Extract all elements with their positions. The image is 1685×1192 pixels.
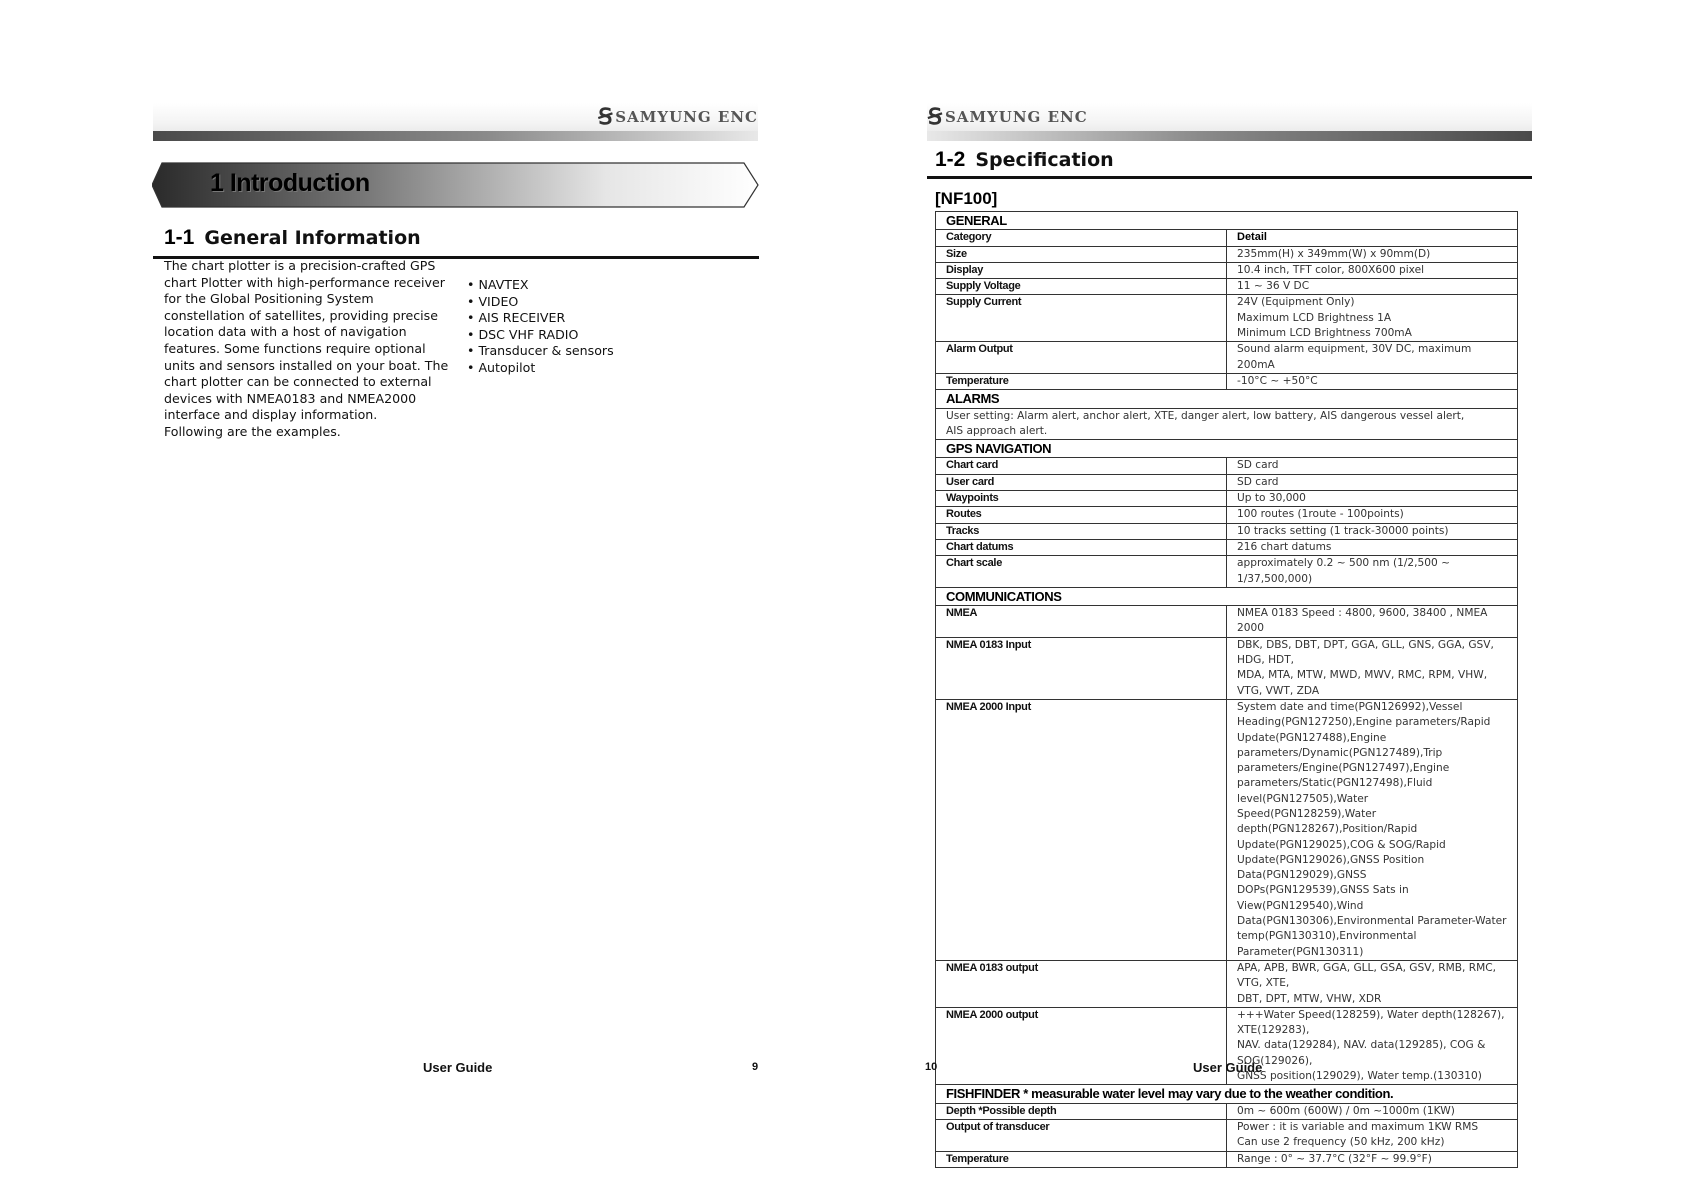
table-row [936, 279, 1518, 295]
spec-value [1227, 279, 1518, 295]
spec-value-line: NAV. data(129284), NAV. data(129285), COG & SOG(129026), [1237, 1039, 1486, 1067]
spec-value-line: 100 routes (1route - 100points) [1237, 508, 1404, 521]
chapter-title: 1 Introduction [210, 169, 370, 197]
spec-value-line: Range : 0° ~ 37.7°C (32°F ~ 99.9°F) [1237, 1152, 1432, 1165]
spec-key: Chart scale [936, 556, 1227, 588]
spec-key: Supply Current [936, 295, 1227, 342]
alarms-text-line: User setting: Alarm alert, anchor alert, XTE, danger alert, low battery, AIS dangerous vessel alert, [946, 409, 1465, 422]
table-row [936, 342, 1518, 374]
column-header-detail: Detail [1227, 230, 1518, 246]
spec-value [1227, 246, 1518, 262]
spec-value-line: Update(PGN129025),COG & SOG/Rapid [1237, 838, 1446, 851]
spec-key: Output of transducer [936, 1119, 1227, 1151]
spec-value [1227, 1007, 1518, 1084]
spec-key: Alarm Output [936, 342, 1227, 374]
list-item: • VIDEO [467, 294, 614, 311]
intro-line: features. Some functions require optional [164, 340, 426, 356]
spec-value-line: DBK, DBS, DBT, DPT, GGA, GLL, GNS, GGA, GSV, HDG, HDT, [1237, 638, 1494, 667]
spec-value-line: +++Water Speed(128259), Water depth(128267), XTE(129283), [1237, 1008, 1505, 1037]
spec-value-line: Maximum LCD Brightness 1A [1237, 311, 1392, 324]
spec-key: Size [936, 246, 1227, 262]
spec-value-line: temp(PGN130310),Environmental Parameter(PGN130311) [1237, 930, 1417, 958]
spec-value [1227, 637, 1518, 699]
right-page [842, 0, 1685, 1192]
table-row [936, 1103, 1518, 1119]
list-item: • DSC VHF RADIO [467, 327, 614, 344]
table-row [936, 606, 1518, 638]
spec-key: NMEA 0183 output [936, 960, 1227, 1007]
section-title: General Information [204, 227, 421, 249]
table-row [936, 474, 1518, 490]
communications-heading: COMMUNICATIONS [936, 587, 1518, 605]
table-row [936, 556, 1518, 588]
intro-line: The chart plotter is a precision-crafted GPS [164, 258, 436, 273]
spec-value-line: DBT, DPT, MTW, VHW, XDR [1237, 992, 1382, 1005]
intro-line: units and sensors installed on your boat. The [164, 357, 449, 373]
alarms-text [936, 408, 1518, 440]
spec-value [1227, 699, 1518, 960]
list-item: • NAVTEX [467, 277, 614, 294]
table-row [936, 507, 1518, 523]
list-item: • Autopilot [467, 360, 614, 377]
communications-row [936, 587, 1518, 605]
table-row [936, 637, 1518, 699]
page-number: 10 [925, 1061, 938, 1073]
alarms-text-row [936, 408, 1518, 440]
list-item: • AIS RECEIVER [467, 310, 614, 327]
spec-value-line: 235mm(H) x 349mm(W) x 90mm(D) [1237, 247, 1431, 260]
gps-navigation-heading: GPS NAVIGATION [936, 440, 1518, 458]
section-number: 1-1 [164, 226, 195, 249]
spec-value-line: 11 ~ 36 V DC [1237, 280, 1310, 293]
spec-value-line: SD card [1237, 475, 1279, 488]
spec-value [1227, 373, 1518, 389]
fishfinder-heading: FISHFINDER * measurable water level may vary due to the weather condition. [936, 1085, 1518, 1103]
table-header-row [936, 230, 1518, 246]
section-title: Specification [975, 149, 1114, 171]
table-row [936, 539, 1518, 555]
spec-key: Display [936, 262, 1227, 278]
spec-value [1227, 606, 1518, 638]
table-row [936, 262, 1518, 278]
spec-key: Chart datums [936, 539, 1227, 555]
left-page [0, 0, 842, 1192]
spec-key: Supply Voltage [936, 279, 1227, 295]
brand-logo [928, 104, 1088, 130]
spec-value-line: Power : it is variable and maximum 1KW RMS [1237, 1120, 1479, 1133]
page-number: 9 [752, 1061, 759, 1073]
logo-mark-icon: Ꞩ [598, 104, 614, 130]
spec-value [1227, 539, 1518, 555]
spec-value [1227, 1151, 1518, 1167]
spec-value [1227, 491, 1518, 507]
spec-value-line: Can use 2 frequency (50 kHz, 200 kHz) [1237, 1136, 1445, 1149]
footer-label: User Guide [423, 1060, 493, 1075]
spec-key: NMEA [936, 606, 1227, 638]
section-rule [927, 176, 1532, 179]
list-item: • Transducer & sensors [467, 343, 614, 360]
section-heading [164, 226, 421, 250]
intro-line: for the Global Positioning System [164, 291, 374, 307]
table-row [936, 699, 1518, 960]
spec-key: Tracks [936, 523, 1227, 539]
header-bar [927, 131, 1532, 141]
spec-value-line: Speed(PGN128259),Water depth(PGN128267),Position/Rapid [1237, 807, 1418, 836]
general-heading: GENERAL [936, 212, 1518, 230]
table-row [936, 491, 1518, 507]
spec-key: User card [936, 474, 1227, 490]
chapter-banner [152, 161, 760, 209]
device-list [467, 277, 614, 377]
spec-value [1227, 262, 1518, 278]
header-bar [153, 131, 758, 141]
spec-value-line: Minimum LCD Brightness 700mA [1237, 327, 1412, 340]
spec-value-line: 0m ~ 600m (600W) / 0m ~1000m (1KW) [1237, 1104, 1455, 1117]
brand-logo [598, 104, 758, 130]
spec-value-line: 10 tracks setting (1 track-30000 points) [1237, 524, 1449, 537]
spec-value-line: 216 chart datums [1237, 540, 1332, 553]
spec-value-line: Update(PGN129026),GNSS Position Data(PGN129029),GNSS [1237, 853, 1425, 882]
table-row [936, 1119, 1518, 1151]
spec-value [1227, 1119, 1518, 1151]
intro-line: constellation of satellites, providing precise [164, 307, 438, 323]
table-row [936, 373, 1518, 389]
logo-mark-icon: Ꞩ [928, 104, 943, 130]
alarms-heading: ALARMS [936, 390, 1518, 408]
spec-value-line: Sound alarm equipment, 30V DC, maximum 200mA [1237, 343, 1472, 371]
spec-value-line: 10.4 inch, TFT color, 800X600 pixel [1237, 263, 1425, 276]
spec-value-line: -10°C ~ +50°C [1237, 374, 1318, 387]
spec-value-line: APA, APB, BWR, GGA, GLL, GSA, GSV, RMB, RMC, VTG, XTE, [1237, 961, 1496, 990]
table-row [936, 523, 1518, 539]
spec-value-line: Up to 30,000 [1237, 492, 1306, 505]
section-number: 1-2 [935, 148, 966, 171]
spec-value-line: parameters/Static(PGN127498),Fluid level(PGN127505),Water [1237, 777, 1433, 805]
spec-key: NMEA 2000 Input [936, 699, 1227, 960]
spec-value-line: parameters/Engine(PGN127497),Engine [1237, 762, 1450, 775]
intro-paragraph [164, 258, 454, 441]
spec-value-line: approximately 0.2 ~ 500 nm (1/2,500 ~ 1/37,500,000) [1237, 557, 1450, 585]
footer-label: User Guide [1193, 1060, 1263, 1075]
spec-key: NMEA 2000 output [936, 1007, 1227, 1084]
table-row [936, 1151, 1518, 1167]
spec-value [1227, 342, 1518, 374]
alarms-text-line: AIS approach alert. [946, 424, 1048, 437]
intro-line: Following are the examples. [164, 423, 341, 439]
general-row [936, 212, 1518, 230]
spec-value-line: SD card [1237, 459, 1279, 472]
column-header-category: Category [936, 230, 1227, 246]
spec-value-line: NMEA 0183 Speed : 4800, 9600, 38400 , NMEA 2000 [1237, 607, 1488, 635]
alarms-row [936, 390, 1518, 408]
model-label: [NF100] [935, 189, 998, 208]
spec-value-line: MDA, MTA, MTW, MWD, MWV, RMC, RPM, VHW, VTG, VWT, ZDA [1237, 669, 1488, 697]
intro-line: location data with a host of navigation [164, 324, 407, 340]
spec-key: Waypoints [936, 491, 1227, 507]
spec-value [1227, 960, 1518, 1007]
intro-line: chart plotter can be connected to external [164, 374, 432, 390]
spec-value-line: Data(PGN130306),Environmental Parameter-Water [1237, 915, 1507, 928]
logo-text: SAMYUNG ENC [944, 108, 1088, 126]
table-row [936, 960, 1518, 1007]
spec-key: Temperature [936, 373, 1227, 389]
table-row [936, 295, 1518, 342]
spec-key: Routes [936, 507, 1227, 523]
spec-value [1227, 1103, 1518, 1119]
spec-value-line: Heading(PGN127250),Engine parameters/Rapid [1237, 716, 1491, 729]
spec-value-line: System date and time(PGN126992),Vessel [1237, 700, 1463, 713]
spec-value [1227, 523, 1518, 539]
spec-value-line: Update(PGN127488),Engine parameters/Dynamic(PGN127489),Trip [1237, 731, 1443, 759]
spec-key: Chart card [936, 458, 1227, 474]
logo-text: SAMYUNG ENC [615, 108, 758, 126]
gps-navigation-row [936, 440, 1518, 458]
intro-line: interface and display information. [164, 407, 378, 423]
spec-key: Depth *Possible depth [936, 1103, 1227, 1119]
spec-value [1227, 458, 1518, 474]
table-row [936, 246, 1518, 262]
table-row [936, 458, 1518, 474]
spec-key: NMEA 0183 Input [936, 637, 1227, 699]
intro-line: devices with NMEA0183 and NMEA2000 [164, 390, 417, 406]
spec-key: Temperature [936, 1151, 1227, 1167]
section-heading [935, 148, 1114, 172]
intro-line: chart Plotter with high-performance receiver [164, 274, 445, 290]
spec-value-line: GNSS position(129029), Water temp.(130310) [1237, 1070, 1482, 1083]
spec-value-line: 24V (Equipment Only) [1237, 296, 1355, 309]
spec-value [1227, 507, 1518, 523]
fishfinder-row [936, 1085, 1518, 1103]
spec-value [1227, 474, 1518, 490]
spec-value [1227, 556, 1518, 588]
spec-table [935, 211, 1518, 1168]
spec-value-line: DOPs(PGN129539),GNSS Sats in View(PGN129540),Wind [1237, 884, 1409, 912]
spec-value [1227, 295, 1518, 342]
